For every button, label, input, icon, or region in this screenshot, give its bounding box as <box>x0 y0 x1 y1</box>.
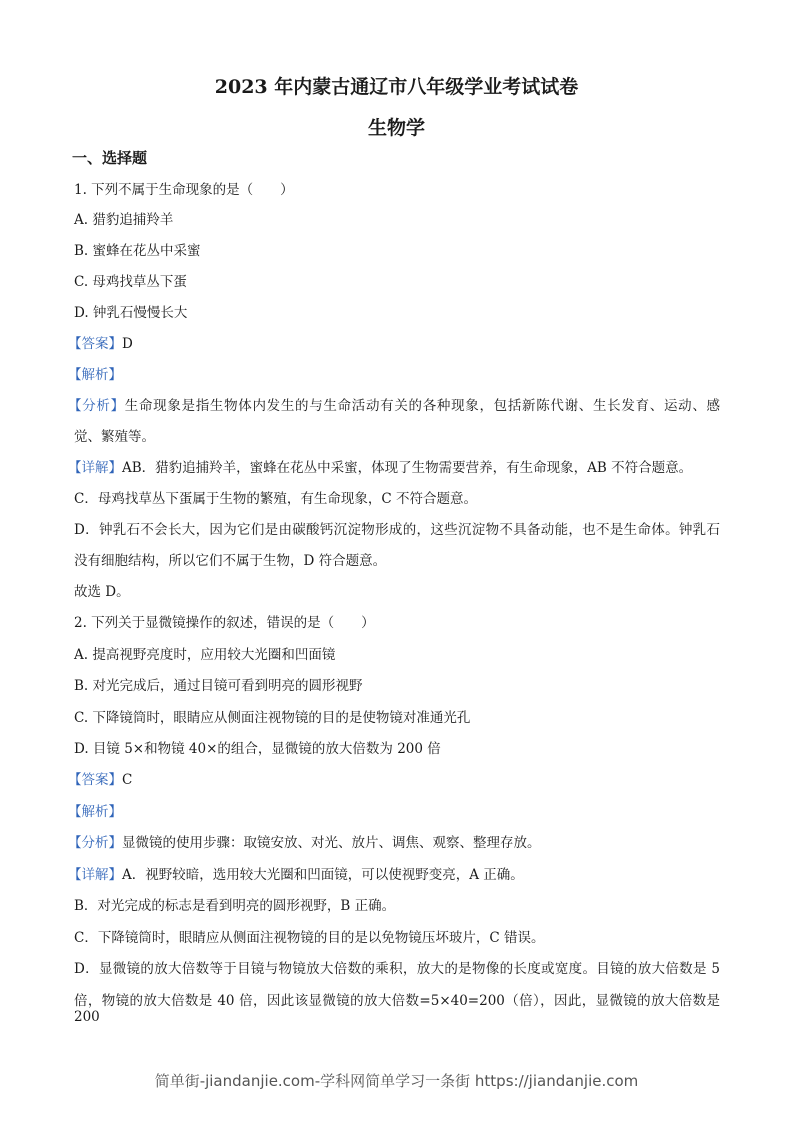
fenxi-tag: 【分析】 <box>68 835 122 851</box>
q1-fenxi-line2: 觉、繁殖等。 <box>74 429 155 445</box>
answer-tag: 【答案】 <box>68 772 122 788</box>
q1-answer <box>68 332 133 352</box>
q2-fenxi-line1 <box>68 831 541 851</box>
xiangjie-text: A．视野较暗，选用较大光圈和凹面镜，可以使视野变亮，A 正确。 <box>122 867 524 883</box>
q1-option-c: C. 母鸡找草丛下蛋 <box>74 274 187 290</box>
q1-line-c: C．母鸡找草丛下蛋属于生物的繁殖，有生命现象，C 不符合题意。 <box>74 491 477 507</box>
exam-title: 2023 年内蒙古通辽市八年级学业考试试卷 <box>214 76 579 98</box>
q2-option-a: A. 提高视野亮度时，应用较大光圈和凹面镜 <box>74 647 336 663</box>
xiangjie-tag: 【详解】 <box>68 867 122 883</box>
section-heading: 一、选择题 <box>72 149 148 167</box>
q2-option-d: D. 目镜 5×和物镜 40×的组合，显微镜的放大倍数为 200 倍 <box>74 741 441 757</box>
q2-option-b: B. 对光完成后，通过目镜可看到明亮的圆形视野 <box>74 678 363 694</box>
q1-option-a: A. 猎豹追捕羚羊 <box>74 212 174 228</box>
answer-value: D <box>122 336 133 352</box>
answer-value: C <box>122 772 133 788</box>
fenxi-tag: 【分析】 <box>68 398 125 414</box>
q2-line-d2: 倍，物镜的放大倍数是 40 倍，因此该显微镜的放大倍数=5×40=200（倍），因此，显微镜的放大倍数是 200 <box>74 993 720 1025</box>
q2-analysis-tag: 【解析】 <box>68 804 122 820</box>
xiangjie-tag: 【详解】 <box>68 460 122 476</box>
q2-option-c: C. 下降镜筒时，眼睛应从侧面注视物镜的目的是使物镜对准通光孔 <box>74 710 471 726</box>
q1-xiangjie-line1 <box>68 456 692 476</box>
q2-answer <box>68 768 132 788</box>
fenxi-text: 生命现象是指生物体内发生的与生命活动有关的各种现象，包括新陈代谢、生长发育、运动、感 <box>124 398 721 414</box>
answer-tag: 【答案】 <box>68 336 122 352</box>
q1-option-b: B. 蜜蜂在花丛中采蜜 <box>74 243 201 259</box>
q2-stem: 2. 下列关于显微镜操作的叙述，错误的是（ ） <box>74 615 375 631</box>
q2-line-b: B．对光完成的标志是看到明亮的圆形视野，B 正确。 <box>74 898 396 914</box>
q2-xiangjie-line1 <box>68 863 524 883</box>
xiangjie-text: AB．猎豹追捕羚羊，蜜蜂在花丛中采蜜，体现了生物需要营养，有生命现象，AB 不符合题意。 <box>122 460 693 476</box>
fenxi-text: 显微镜的使用步骤：取镜安放、对光、放片、调焦、观察、整理存放。 <box>122 835 541 851</box>
q2-line-d1: D．显微镜的放大倍数等于目镜与物镜放大倍数的乘积，放大的是物像的长度或宽度。目镜的放大倍数是 5 <box>74 961 720 977</box>
exam-subject: 生物学 <box>367 117 425 139</box>
q1-line-d2: 没有细胞结构，所以它们不属于生物，D 符合题意。 <box>74 553 387 569</box>
q1-analysis-tag: 【解析】 <box>68 367 122 383</box>
q1-stem: 1. 下列不属于生命现象的是（ ） <box>74 182 294 198</box>
footer-watermark: 简单街-jiandanjie.com-学科网简单学习一条街 https://jiandanjie.com <box>154 1072 639 1090</box>
q2-line-c: C．下降镜筒时，眼睛应从侧面注视物镜的目的是以免物镜压坏玻片，C 错误。 <box>74 930 545 946</box>
q1-fenxi-line1 <box>68 394 720 414</box>
q1-conclusion: 故选 D。 <box>74 584 130 600</box>
q1-line-d1: D．钟乳石不会长大，因为它们是由碳酸钙沉淀物形成的，这些沉淀物不具备动能，也不是生命体。钟乳石 <box>74 522 720 538</box>
q1-option-d: D. 钟乳石慢慢长大 <box>74 305 188 321</box>
